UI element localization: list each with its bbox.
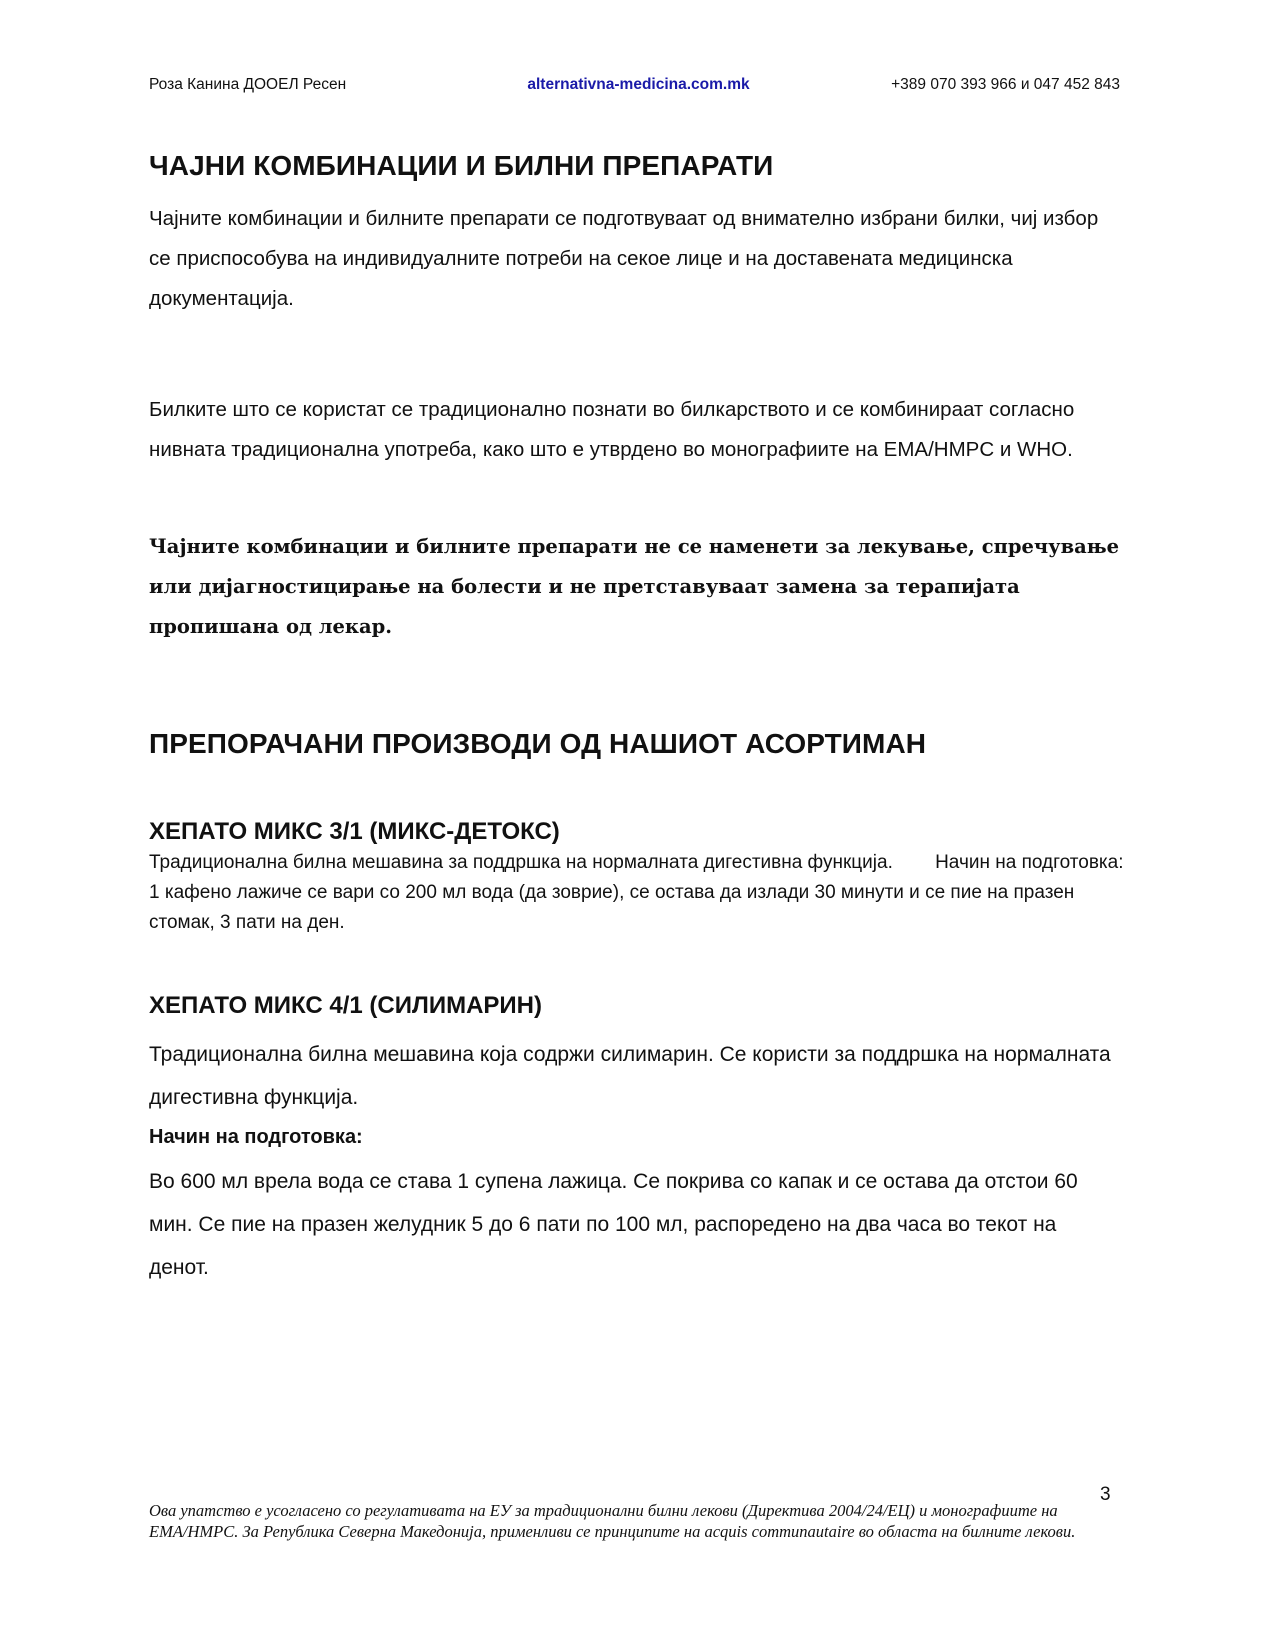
section-tea-combinations [149, 148, 1129, 184]
tea-intro-paragraph [149, 199, 1124, 319]
product-description: Традиционална билна мешавина за поддршка на нормалната дигестивна функција. Начин на подготовка: 1 кафено лажиче се вари со 200 мл вода (да зоврие), се остава да излади 30 минути и се пие на празен стомак, 3 пати на ден. [149, 852, 1129, 933]
product-hepato-mix-4-1-description [149, 1033, 1119, 1119]
product-hepato-mix-3-1 [149, 816, 1129, 848]
page-number: 3 [1100, 1484, 1111, 1505]
paragraph-text: Билките што се користат се традиционално познати во билкарството и се комбинираат согласно нивната традиционална употреба, како што е утврдено во монографиите на ЕМА/HMPC и WHO. [149, 398, 1075, 461]
section-heading-products: ПРЕПОРАЧАНИ ПРОИЗВОДИ ОД НАШИОТ АСОРТИМАН [149, 728, 927, 759]
product-description: Традиционална билна мешавина која содржи силимарин. Се користи за поддршка на нормалната дигестивна функција. [149, 1043, 1111, 1109]
medical-disclaimer [149, 527, 1129, 647]
section-recommended-products [149, 726, 1129, 762]
product-hepato-mix-3-1-description [149, 848, 1129, 938]
product-hepato-mix-4-1 [149, 990, 1129, 1022]
company-name: Роза Канина ДООЕЛ Ресен [149, 76, 347, 93]
website-link[interactable]: alternativna-medicina.com.mk [527, 76, 750, 93]
product-name: ХЕПАТО МИКС 3/1 (МИКС-ДЕТОКС) [149, 818, 560, 845]
preparation-label: Начин на подготовка: [149, 1126, 363, 1148]
page-footer [149, 1500, 1109, 1542]
herbs-paragraph [149, 390, 1124, 470]
section-heading-tea: ЧАЈНИ КОМБИНАЦИИ И БИЛНИ ПРЕПАРАТИ [149, 150, 774, 181]
footer-note: Ова упатство е усогласено со регулативата на ЕУ за традиционални билни лекови (Директива 2004/24/ЕЦ) и монографиите на ЕМА/HMPC. За Република Северна Македонија, применливи се принципите на acquis communautaire во областа на билните лекови. [149, 1501, 1076, 1541]
paragraph-text: Чајните комбинации и билните препарати се подготвуваат од внимателно избрани билки, чиј избор се приспособува на индивидуалните потреби на секое лице и на доставената медицинска документација. [149, 207, 1099, 310]
disclaimer-text: Чајните комбинации и билните препарати не се наменети за лекување, спречување или дијагностицирање на болести и не претставуваат замена за терапијата пропишана од лекар. [149, 535, 1120, 638]
preparation-text: Во 600 мл врела вода се става 1 супена лажица. Се покрива со капак и се остава да отстои 60 мин. Се пие на празен желудник 5 до 6 пати по 100 мл, распоредено на два часа во текот на денот. [149, 1170, 1078, 1279]
preparation-instructions [149, 1160, 1121, 1289]
page-header [149, 76, 1120, 98]
preparation-label-block [149, 1122, 1129, 1152]
product-name: ХЕПАТО МИКС 4/1 (СИЛИМАРИН) [149, 992, 542, 1019]
phone-numbers: +389 070 393 966 и 047 452 843 [891, 76, 1120, 93]
